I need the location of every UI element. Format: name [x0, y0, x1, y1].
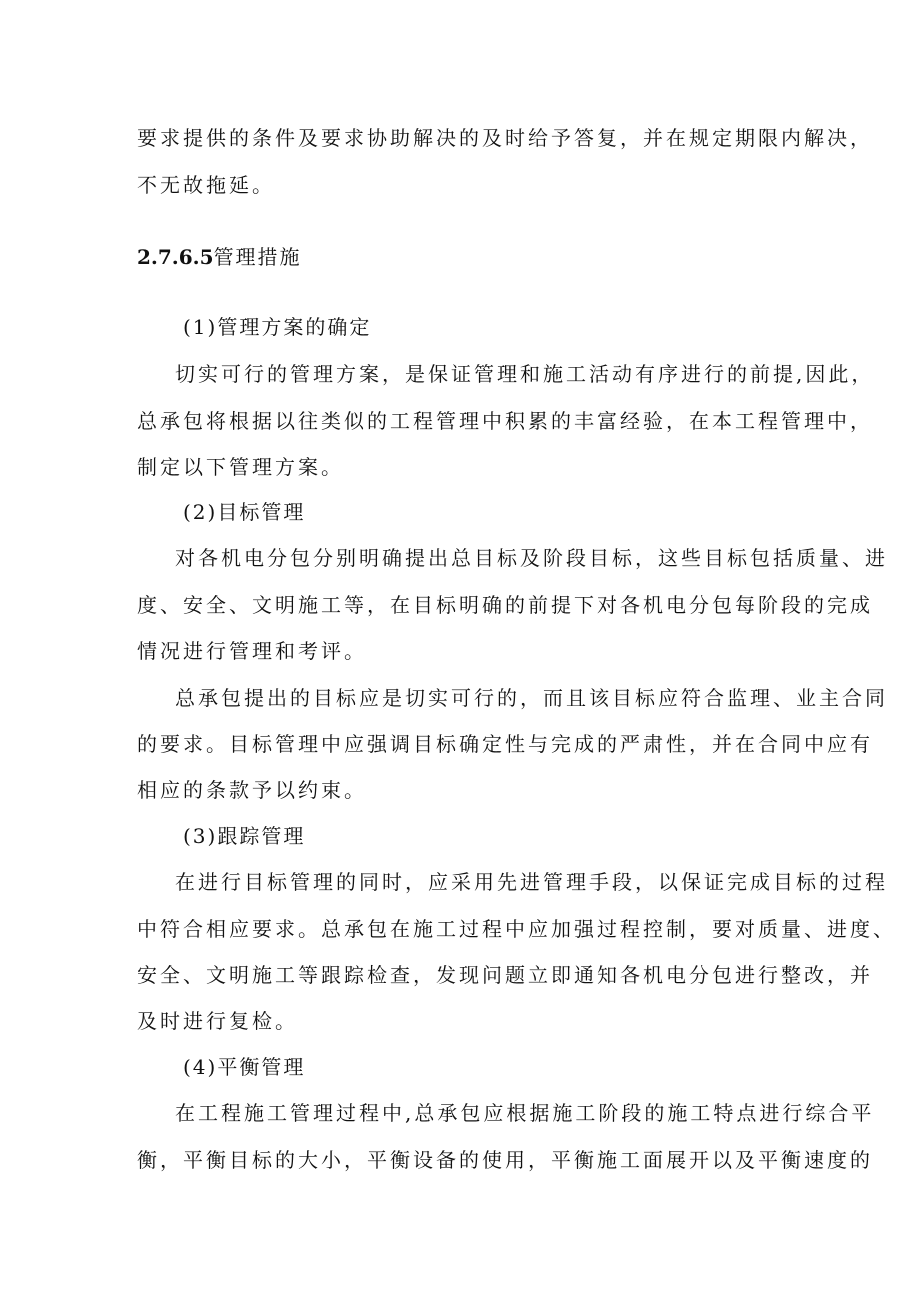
section-heading — [137, 245, 302, 269]
paragraph-line: 情况进行管理和考评。 — [137, 639, 367, 663]
section-title: 管理措施 — [213, 245, 302, 269]
paragraph-line: 度、安全、文明施工等，在目标明确的前提下对各机电分包每阶段的完成 — [137, 593, 873, 617]
paragraph-line: 总承包将根据以往类似的工程管理中积累的丰富经验，在本工程管理中， — [137, 409, 873, 433]
paragraph-line: 相应的条款予以约束。 — [137, 778, 367, 802]
paragraph-line: 对各机电分包分别明确提出总目标及阶段目标，这些目标包括质量、进 — [175, 546, 888, 570]
paragraph-line: 安全、文明施工等跟踪检查，发现问题立即通知各机电分包进行整改，并 — [137, 963, 873, 987]
subsection-heading: (1)管理方案的确定 — [183, 315, 372, 339]
section-number: 2.7.6.5 — [137, 245, 214, 269]
subsection-heading: (4)平衡管理 — [183, 1055, 306, 1079]
paragraph-line: 中符合相应要求。总承包在施工过程中应加强过程控制，要对质量、进度、 — [137, 917, 896, 941]
paragraph-line: 总承包提出的目标应是切实可行的，而且该目标应符合监理、业主合同 — [175, 686, 888, 710]
paragraph-line: 及时进行复检。 — [137, 1009, 298, 1033]
subsection-heading: (2)目标管理 — [183, 500, 306, 524]
paragraph-line: 在工程施工管理过程中,总承包应根据施工阶段的施工特点进行综合平 — [175, 1101, 875, 1125]
paragraph-line: 在进行目标管理的同时，应采用先进管理手段，以保证完成目标的过程 — [175, 870, 888, 894]
paragraph-line: 制定以下管理方案。 — [137, 455, 344, 479]
paragraph-line: 要求提供的条件及要求协助解决的及时给予答复，并在规定期限内解决， — [137, 126, 873, 150]
paragraph-line: 衡，平衡目标的大小，平衡设备的使用，平衡施工面展开以及平衡速度的 — [137, 1148, 873, 1172]
paragraph-line: 切实可行的管理方案，是保证管理和施工活动有序进行的前提,因此， — [175, 362, 875, 386]
paragraph-line: 不无故拖延。 — [137, 173, 275, 197]
subsection-heading: (3)跟踪管理 — [183, 824, 306, 848]
paragraph-line: 的要求。目标管理中应强调目标确定性与完成的严肃性，并在合同中应有 — [137, 732, 873, 756]
